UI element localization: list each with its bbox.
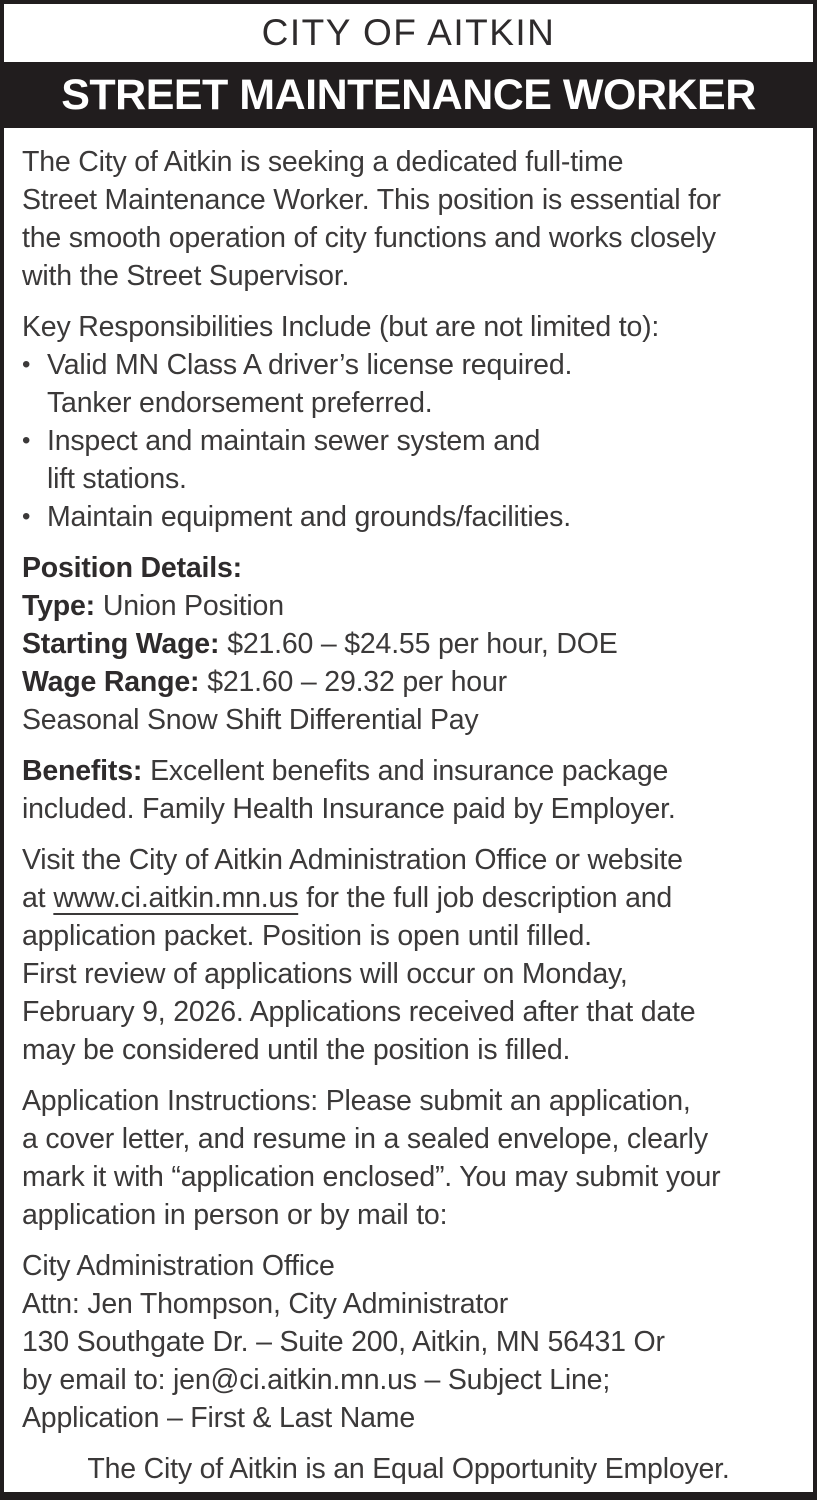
bullet-text: Inspect and maintain sewer system and xyxy=(47,425,541,457)
benefits-text: Excellent benefits and insurance package xyxy=(150,755,669,787)
ad-body xyxy=(4,128,813,1488)
intro-paragraph xyxy=(22,143,795,295)
visit-line: Visit the City of Aitkin Administration Office or website xyxy=(22,844,683,876)
benefits-line: included. Family Health Insurance paid by Employer. xyxy=(22,793,676,825)
responsibilities-section xyxy=(22,308,795,536)
bullet-icon: • xyxy=(22,351,31,378)
position-details-heading: Position Details: xyxy=(22,552,242,584)
address-line: 130 Southgate Dr. – Suite 200, Aitkin, MN 56431 Or xyxy=(22,1326,665,1358)
ad-header xyxy=(4,4,813,62)
visit-line: may be considered until the position is filled. xyxy=(22,1034,571,1066)
detail-value: Union Position xyxy=(102,590,284,622)
address-line: Attn: Jen Thompson, City Administrator xyxy=(22,1288,509,1320)
bullet-text: Valid MN Class A driver’s license required. xyxy=(47,349,573,381)
address-line: by email to: jen@ci.aitkin.mn.us – Subject Line; xyxy=(22,1364,611,1396)
visit-line: First review of applications will occur on Monday, xyxy=(22,958,628,990)
visit-line xyxy=(22,879,795,917)
job-title: STREET MAINTENANCE WORKER xyxy=(61,70,756,119)
detail-row-type xyxy=(22,587,795,625)
city-title: CITY OF AITKIN xyxy=(261,12,556,53)
visit-line: application packet. Position is open until filled. xyxy=(22,920,592,952)
intro-line: with the Street Supervisor. xyxy=(22,260,350,292)
bullet-item xyxy=(22,422,795,460)
position-details-section xyxy=(22,549,795,739)
visit-post-text: for the full job description and xyxy=(306,882,673,914)
detail-label: Starting Wage: xyxy=(22,628,220,660)
bullet-icon: • xyxy=(22,503,31,530)
bullet-continuation: Tanker endorsement preferred. xyxy=(47,387,433,419)
instructions-line: Application Instructions: Please submit an application, xyxy=(22,1085,691,1117)
detail-row-starting-wage xyxy=(22,625,795,663)
visit-line: February 9, 2026. Applications received after that date xyxy=(22,996,696,1028)
website-link: www.ci.aitkin.mn.us xyxy=(53,882,299,914)
intro-line: Street Maintenance Worker. This position is essential for xyxy=(22,184,721,216)
eoe-statement: The City of Aitkin is an Equal Opportunity Employer. xyxy=(87,1453,730,1485)
intro-line: the smooth operation of city functions and works closely xyxy=(22,222,716,254)
application-instructions-section xyxy=(22,1082,795,1234)
bullet-continuation: lift stations. xyxy=(47,463,187,495)
detail-extra: Seasonal Snow Shift Differential Pay xyxy=(22,704,479,736)
bullet-item xyxy=(22,346,795,384)
visit-pre-text: at xyxy=(22,882,46,914)
detail-label: Type: xyxy=(22,590,95,622)
instructions-line: a cover letter, and resume in a sealed envelope, clearly xyxy=(22,1123,708,1155)
bullet-text: Maintain equipment and grounds/facilities. xyxy=(47,501,571,533)
visit-section xyxy=(22,841,795,1069)
benefits-line xyxy=(22,752,795,790)
instructions-line: mark it with “application enclosed”. You may submit your xyxy=(22,1161,721,1193)
detail-value: $21.60 – 29.32 per hour xyxy=(207,666,507,698)
address-block xyxy=(22,1247,795,1437)
responsibilities-heading: Key Responsibilities Include (but are not limited to): xyxy=(22,311,660,343)
bullet-icon: • xyxy=(22,427,31,454)
bullet-item xyxy=(22,498,795,536)
benefits-label: Benefits: xyxy=(22,755,143,787)
benefits-section xyxy=(22,752,795,828)
detail-value: $21.60 – $24.55 per hour, DOE xyxy=(227,628,618,660)
job-title-banner xyxy=(0,62,817,128)
intro-line: The City of Aitkin is seeking a dedicated full-time xyxy=(22,146,624,178)
instructions-line: application in person or by mail to: xyxy=(22,1199,448,1231)
address-line: City Administration Office xyxy=(22,1250,335,1282)
detail-label: Wage Range: xyxy=(22,666,200,698)
address-line: Application – First & Last Name xyxy=(22,1402,415,1434)
detail-row-wage-range xyxy=(22,663,795,701)
